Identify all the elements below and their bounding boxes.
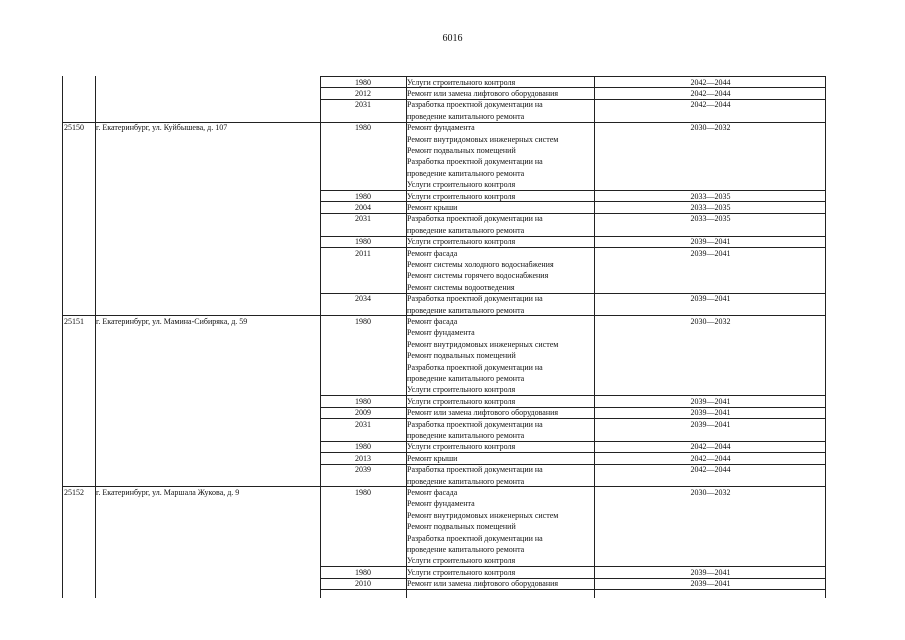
repair-works (407, 236, 595, 247)
commission-year: 2031 (355, 214, 371, 224)
commission-year: 2039 (355, 465, 371, 475)
commission-year: 2010 (355, 579, 371, 589)
repair-works (407, 202, 595, 213)
commission-year: 2011 (355, 248, 371, 258)
repair-work-item: Услуги строительного контроля (407, 567, 516, 577)
repair-work-item: Разработка проектной документации на (407, 214, 543, 224)
column-divider-code (95, 76, 96, 598)
repair-works (407, 99, 595, 122)
repair-work-item: Разработка проектной документации на (407, 465, 543, 475)
repair-works (407, 88, 595, 99)
repair-work-item: проведение капитального ремонта (407, 225, 525, 235)
repair-work-item: Ремонт фундамента (407, 123, 475, 133)
repair-period: 2039—2041 (690, 567, 731, 577)
commission-year: 1980 (355, 123, 371, 133)
commission-year: 1980 (355, 316, 371, 326)
commission-year: 1980 (355, 442, 371, 452)
repair-period: 2039—2041 (690, 396, 731, 406)
repair-period: 2042—2044 (690, 100, 731, 110)
repair-work-item: Ремонт крыши (407, 453, 458, 463)
repair-work-item: Разработка проектной документации на (407, 419, 543, 429)
commission-year: 2009 (355, 408, 371, 418)
repair-work-item: Услуги строительного контроля (407, 556, 516, 566)
object-address: г. Екатеринбург, ул. Мамина-Сибиряка, д. 59 (96, 316, 248, 326)
repair-works (407, 316, 595, 396)
repair-works (407, 464, 595, 487)
repair-works (407, 293, 595, 316)
repair-work-item: Услуги строительного контроля (407, 191, 516, 201)
repair-work-item: Ремонт фундамента (407, 499, 475, 509)
table-border-right (825, 76, 826, 598)
commission-year: 1980 (355, 396, 371, 406)
repair-work-item: Услуги строительного контроля (407, 385, 516, 395)
object-code: 25151 (64, 316, 84, 326)
repair-period: 2042—2044 (690, 465, 731, 475)
repair-period: 2030—2032 (690, 316, 731, 326)
repair-work-item: Ремонт подвальных помещений (407, 522, 516, 532)
repair-works (407, 578, 595, 589)
row-border (320, 589, 826, 590)
object-code: 25152 (64, 487, 84, 497)
repair-works (407, 419, 595, 442)
repair-work-item: проведение капитального ремонта (407, 476, 525, 486)
repair-period: 2033—2035 (690, 191, 731, 201)
commission-year: 1980 (355, 567, 371, 577)
repair-work-item: Ремонт подвальных помещений (407, 145, 516, 155)
commission-year: 1980 (355, 191, 371, 201)
repair-period: 2039—2041 (690, 237, 731, 247)
commission-year: 2034 (355, 294, 371, 304)
object-address: г. Екатеринбург, ул. Куйбышева, д. 107 (96, 123, 228, 133)
repair-work-item: проведение капитального ремонта (407, 111, 525, 121)
repair-period: 2039—2041 (690, 294, 731, 304)
repair-work-item: Ремонт крыши (407, 202, 458, 212)
column-divider-address (320, 76, 321, 598)
object-address: г. Екатеринбург, ул. Маршала Жукова, д. 9 (96, 487, 240, 497)
repair-work-item: Разработка проектной документации на (407, 533, 543, 543)
repair-works (407, 77, 595, 88)
repair-period: 2033—2035 (690, 214, 731, 224)
repair-works (407, 441, 595, 452)
repair-works (407, 567, 595, 578)
repair-period: 2042—2044 (690, 88, 731, 98)
repair-work-item: проведение капитального ремонта (407, 373, 525, 383)
table-border-left (62, 76, 63, 598)
capital-repair-table (62, 76, 826, 598)
repair-work-item: Ремонт внутридомовых инженерных систем (407, 510, 559, 520)
repair-period: 2042—2044 (690, 453, 731, 463)
repair-works (407, 122, 595, 190)
repair-work-item: Ремонт или замена лифтового оборудования (407, 88, 559, 98)
repair-work-item: проведение капитального ремонта (407, 544, 525, 554)
repair-work-item: Ремонт фасада (407, 316, 458, 326)
repair-work-item: Ремонт системы горячего водоснабжения (407, 271, 549, 281)
repair-works (407, 407, 595, 418)
repair-work-item: Услуги строительного контроля (407, 442, 516, 452)
repair-work-item: Услуги строительного контроля (407, 237, 516, 247)
commission-year: 2031 (355, 419, 371, 429)
repair-work-item: Разработка проектной документации на (407, 100, 543, 110)
repair-work-item: Ремонт системы водоотведения (407, 282, 515, 292)
repair-period: 2030—2032 (690, 487, 731, 497)
repair-period: 2042—2044 (690, 442, 731, 452)
repair-works (407, 213, 595, 236)
repair-period: 2039—2041 (690, 419, 731, 429)
repair-work-item: Ремонт подвальных помещений (407, 351, 516, 361)
repair-works (407, 248, 595, 294)
repair-period: 2030—2032 (690, 123, 731, 133)
repair-work-item: Ремонт внутридомовых инженерных систем (407, 134, 559, 144)
repair-work-item: Ремонт фундамента (407, 328, 475, 338)
commission-year: 2004 (355, 202, 371, 212)
repair-work-item: проведение капитального ремонта (407, 168, 525, 178)
repair-work-item: Разработка проектной документации на (407, 157, 543, 167)
commission-year: 2013 (355, 453, 371, 463)
repair-period: 2039—2041 (690, 408, 731, 418)
repair-works (407, 396, 595, 407)
repair-works (407, 487, 595, 567)
repair-work-item: Разработка проектной документации на (407, 362, 543, 372)
repair-work-item: Услуги строительного контроля (407, 77, 516, 87)
repair-works (407, 191, 595, 202)
repair-work-item: Разработка проектной документации на (407, 294, 543, 304)
commission-year: 2012 (355, 88, 371, 98)
commission-year: 1980 (355, 487, 371, 497)
commission-year: 1980 (355, 237, 371, 247)
repair-work-item: Услуги строительного контроля (407, 396, 516, 406)
repair-work-item: Ремонт внутридомовых инженерных систем (407, 339, 559, 349)
repair-period: 2033—2035 (690, 202, 731, 212)
repair-work-item: Ремонт или замена лифтового оборудования (407, 408, 559, 418)
repair-period: 2039—2041 (690, 579, 731, 589)
commission-year: 1980 (355, 77, 371, 87)
repair-period: 2039—2041 (690, 248, 731, 258)
repair-work-item: проведение капитального ремонта (407, 305, 525, 315)
repair-work-item: проведение капитального ремонта (407, 430, 525, 440)
commission-year: 2031 (355, 100, 371, 110)
repair-works (407, 453, 595, 464)
repair-period: 2042—2044 (690, 77, 731, 87)
repair-work-item: Услуги строительного контроля (407, 180, 516, 190)
repair-work-item: Ремонт фасада (407, 487, 458, 497)
object-code: 25150 (64, 123, 84, 133)
repair-work-item: Ремонт фасада (407, 248, 458, 258)
repair-work-item: Ремонт или замена лифтового оборудования (407, 579, 559, 589)
repair-work-item: Ремонт системы холодного водоснабжения (407, 259, 554, 269)
page-number: 6016 (442, 33, 463, 44)
